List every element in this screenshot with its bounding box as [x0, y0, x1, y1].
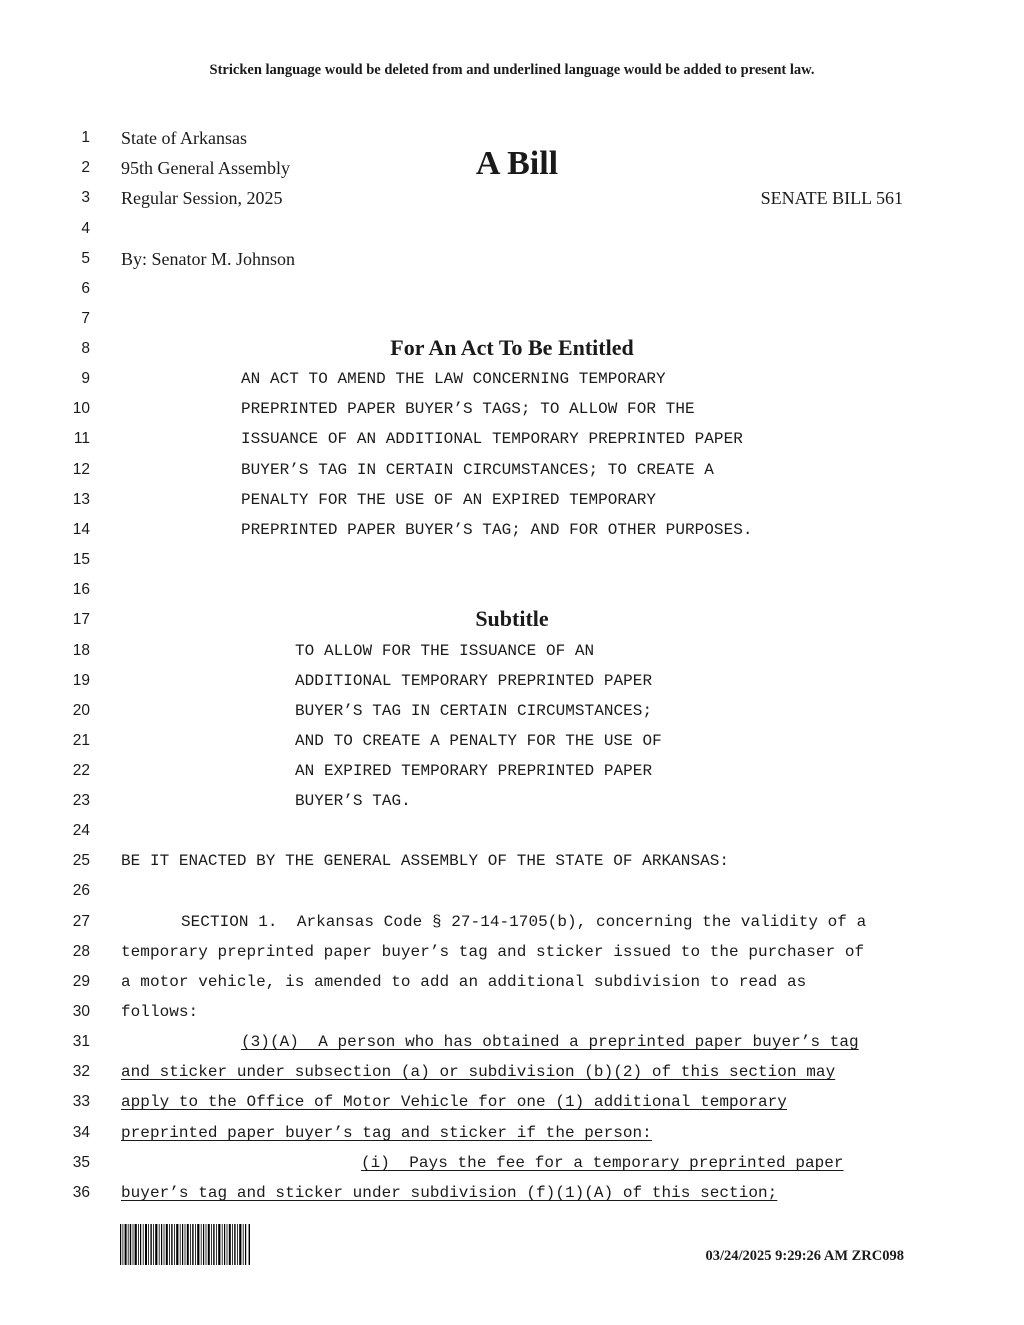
line-number: 12	[72, 461, 90, 478]
amendment-notice: Stricken language would be deleted from and underlined language would be added to present law.	[209, 62, 815, 78]
subtitle-line: AN EXPIRED TEMPORARY PREPRINTED PAPER	[295, 762, 653, 780]
general-assembly: 95th General Assembly	[121, 158, 290, 178]
added-text-line: and sticker under subsection (a) or subdivision (b)(2) of this section may	[121, 1063, 836, 1081]
act-title-line: PREPRINTED PAPER BUYER’S TAGS; TO ALLOW FOR THE	[241, 400, 695, 418]
bill-sponsor: By: Senator M. Johnson	[121, 249, 296, 269]
line-number: 7	[81, 310, 90, 327]
line-number: 21	[72, 732, 90, 749]
enacting-clause: BE IT ENACTED BY THE GENERAL ASSEMBLY OF THE STATE OF ARKANSAS:	[121, 852, 730, 870]
line-number: 13	[72, 491, 90, 508]
line-number: 15	[72, 551, 90, 568]
bill-number: SENATE BILL 561	[760, 188, 903, 208]
line-number: 19	[72, 672, 90, 689]
line-number: 17	[72, 611, 90, 628]
line-number: 6	[81, 280, 90, 297]
line-number: 14	[72, 521, 90, 538]
line-number: 24	[72, 822, 90, 839]
line-number: 32	[72, 1063, 90, 1080]
subtitle-line: BUYER’S TAG IN CERTAIN CIRCUMSTANCES;	[295, 702, 653, 720]
subtitle-line: BUYER’S TAG.	[295, 792, 411, 810]
line-number: 22	[72, 762, 90, 779]
bill-title: A Bill	[475, 145, 559, 182]
added-text-line: apply to the Office of Motor Vehicle for one (1) additional temporary	[121, 1093, 787, 1111]
line-number: 11	[73, 430, 90, 447]
line-number: 18	[72, 642, 90, 659]
line-number: 27	[72, 913, 90, 930]
section-text-line: a motor vehicle, is amended to add an additional subdivision to read as	[121, 973, 807, 991]
section-text-line: SECTION 1. Arkansas Code § 27-14-1705(b), concerning the validity of a	[181, 913, 867, 931]
line-number: 1	[81, 129, 90, 146]
line-number: 20	[72, 702, 90, 719]
line-number: 10	[72, 400, 90, 417]
line-number: 9	[81, 370, 90, 387]
subtitle-line: TO ALLOW FOR THE ISSUANCE OF AN	[295, 642, 595, 660]
added-text-line: (3)(A) A person who has obtained a preprinted paper buyer’s tag	[241, 1033, 859, 1051]
barcode-image	[120, 1224, 250, 1265]
section-text-line: temporary preprinted paper buyer’s tag and sticker issued to the purchaser of	[121, 943, 865, 961]
section-text-line: follows:	[121, 1003, 199, 1021]
line-number: 30	[72, 1003, 90, 1020]
act-title-line: PREPRINTED PAPER BUYER’S TAG; AND FOR OTHER PURPOSES.	[241, 521, 753, 539]
barcode-id: 03/24/2025 9:29:26 AM ZRC098	[705, 1248, 904, 1264]
line-number: 26	[72, 882, 90, 899]
subtitle-line: AND TO CREATE A PENALTY FOR THE USE OF	[295, 732, 662, 750]
line-number: 5	[81, 250, 90, 267]
session-name: Regular Session, 2025	[121, 188, 283, 208]
act-title-line: ISSUANCE OF AN ADDITIONAL TEMPORARY PREPRINTED PAPER	[241, 430, 743, 448]
line-number: 36	[72, 1184, 90, 1201]
line-number: 3	[81, 189, 90, 206]
line-number: 25	[72, 852, 90, 869]
state-name: State of Arkansas	[121, 128, 247, 148]
line-number: 4	[81, 220, 90, 237]
subtitle-line: ADDITIONAL TEMPORARY PREPRINTED PAPER	[295, 672, 653, 690]
line-number: 23	[72, 792, 90, 809]
line-number: 29	[72, 973, 90, 990]
added-text-line: preprinted paper buyer’s tag and sticker if the person:	[121, 1124, 652, 1142]
added-text-line: buyer’s tag and sticker under subdivision (f)(1)(A) of this section;	[121, 1184, 778, 1202]
line-number: 8	[81, 340, 90, 357]
line-number: 16	[72, 581, 90, 598]
added-text-line: (i) Pays the fee for a temporary preprinted paper	[361, 1154, 844, 1172]
line-number: 35	[72, 1154, 90, 1171]
act-title-line: PENALTY FOR THE USE OF AN EXPIRED TEMPORARY	[241, 491, 657, 509]
act-title-line: AN ACT TO AMEND THE LAW CONCERNING TEMPORARY	[241, 370, 666, 388]
subtitle-heading: Subtitle	[475, 606, 549, 631]
line-number: 31	[72, 1033, 90, 1050]
line-number: 33	[72, 1093, 90, 1110]
act-heading: For An Act To Be Entitled	[390, 335, 634, 360]
act-title-line: BUYER’S TAG IN CERTAIN CIRCUMSTANCES; TO CREATE A	[241, 461, 714, 479]
line-number: 34	[72, 1124, 90, 1141]
line-number: 2	[81, 159, 90, 176]
line-number: 28	[72, 943, 90, 960]
